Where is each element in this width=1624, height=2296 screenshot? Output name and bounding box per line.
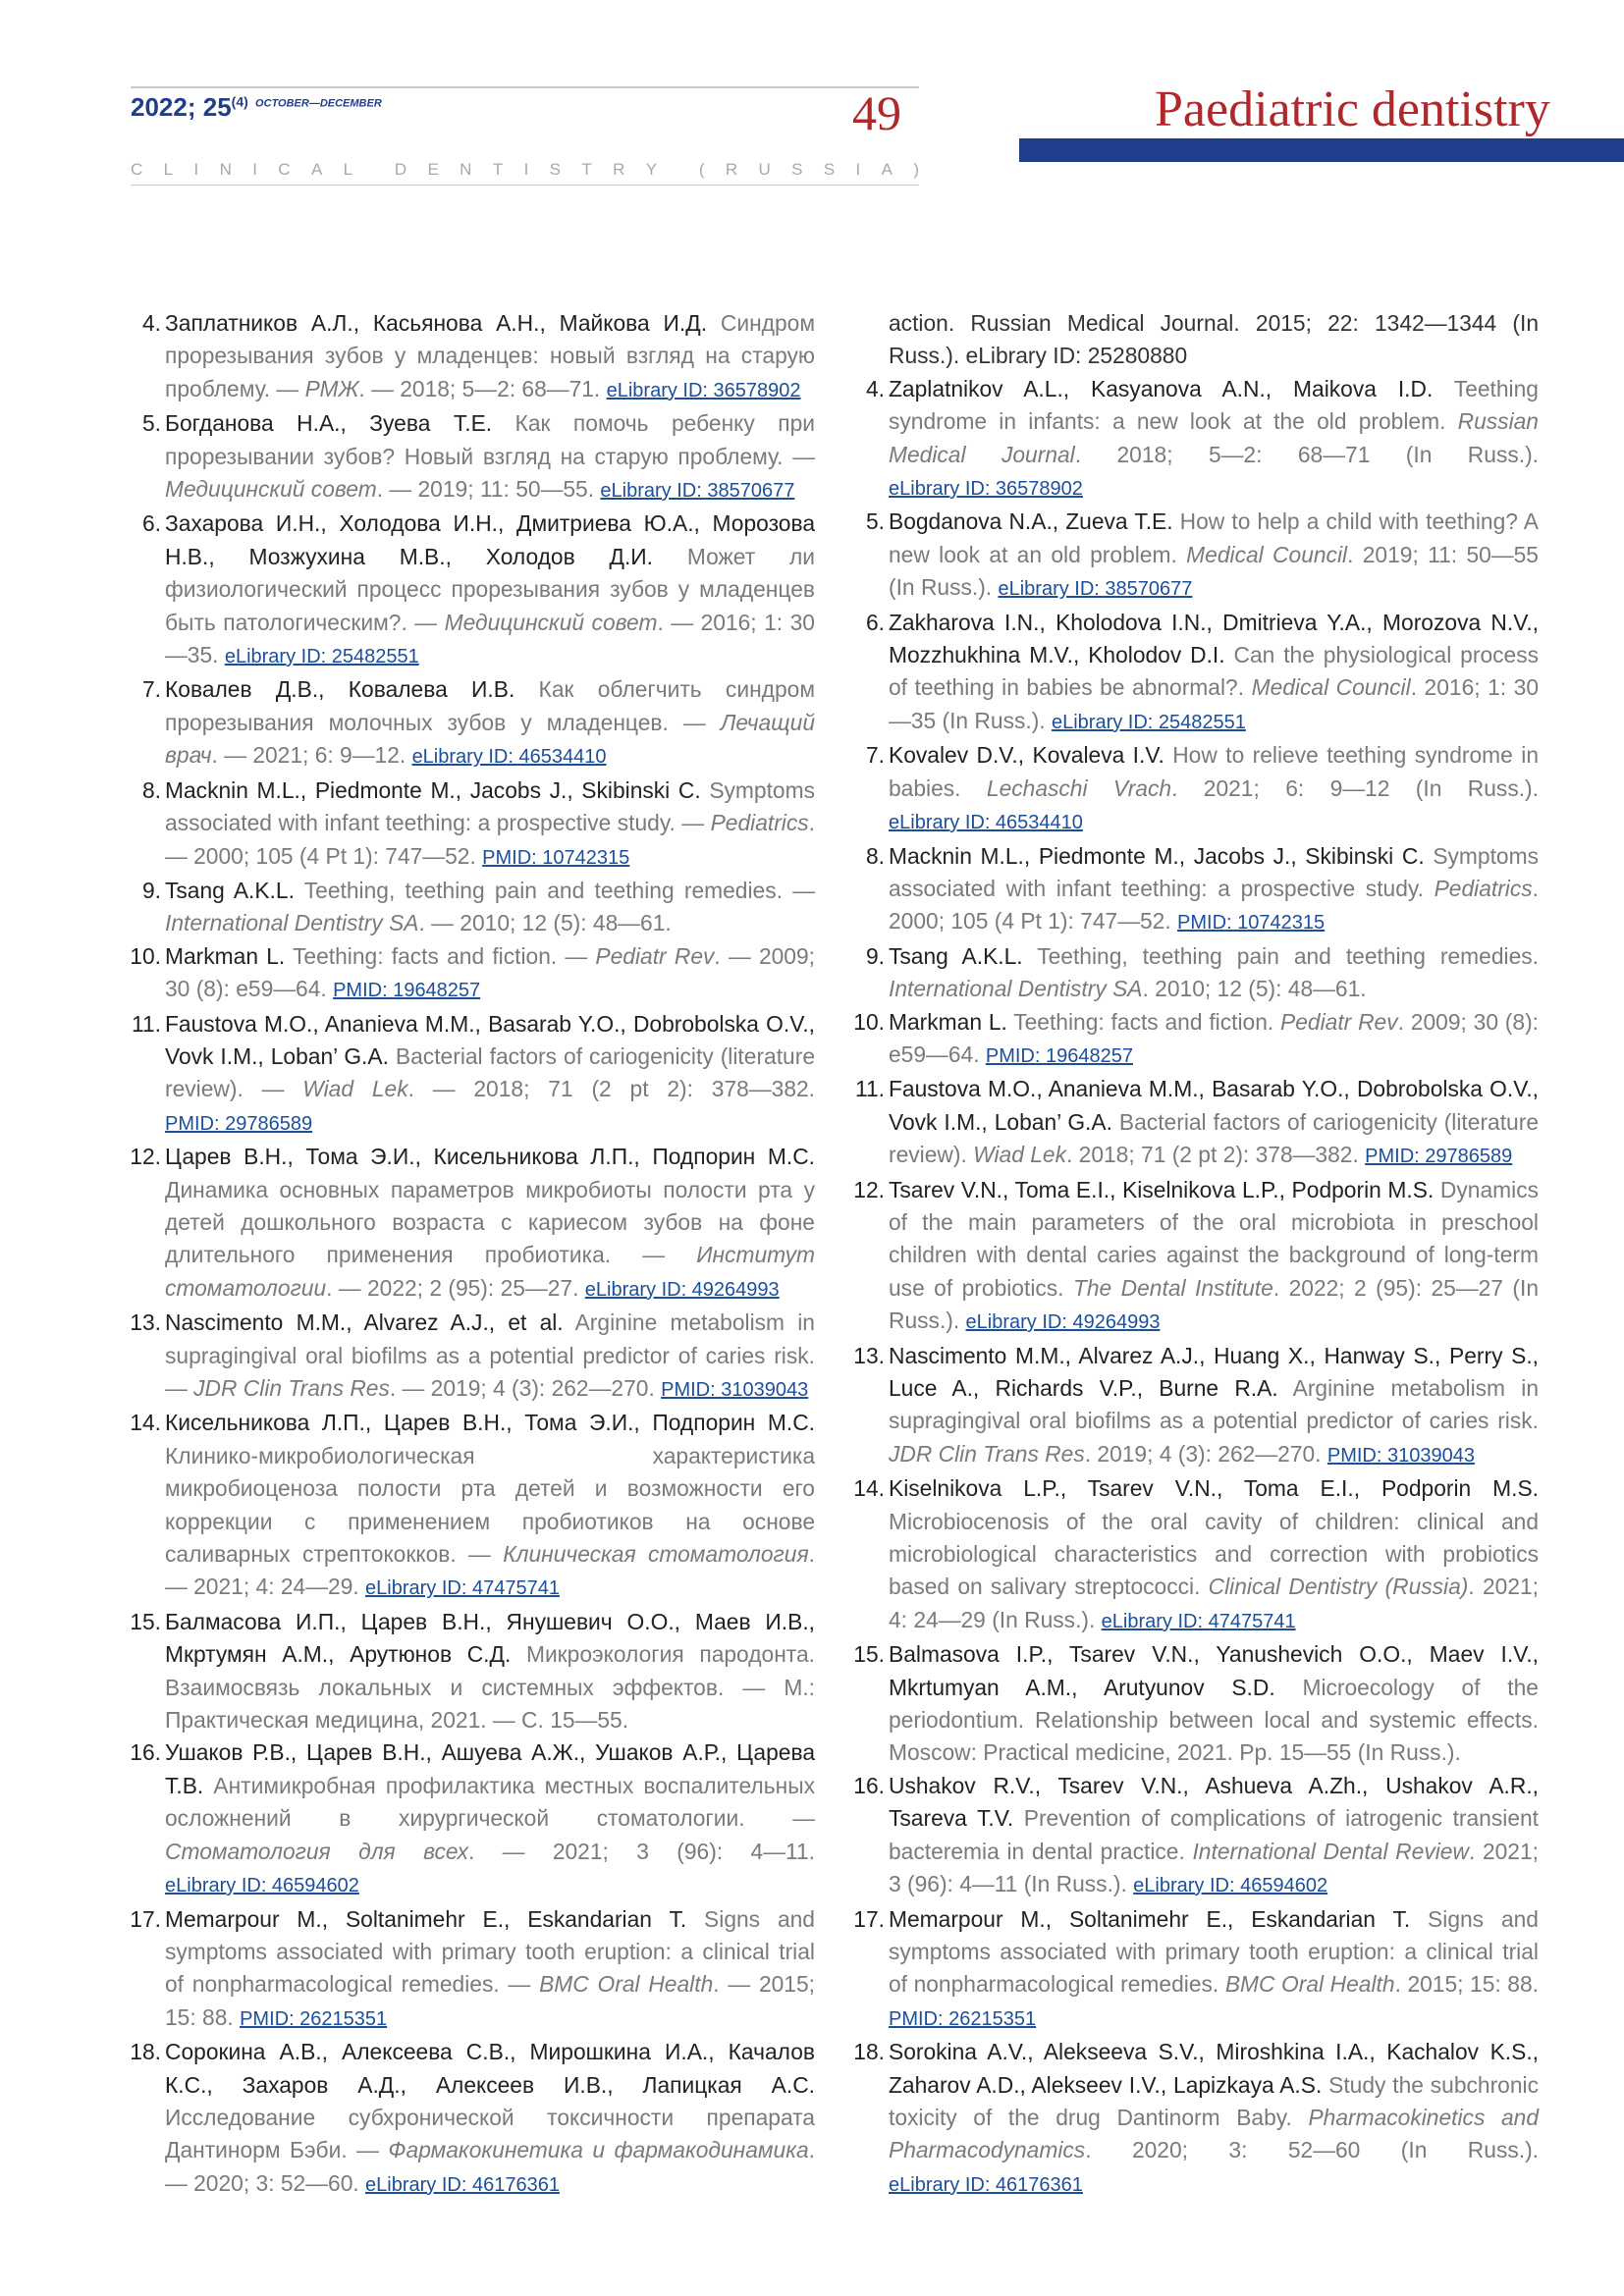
ref-journal: РМЖ xyxy=(304,375,359,401)
ref-number: 12. xyxy=(853,1176,885,1202)
ref-authors: Nascimento M.M., Alvarez A.J., Huang X., Hanway S., Perry S., Luce A., Richards V.P., Burne R.A. xyxy=(889,1342,1539,1401)
issue-volume: 25 xyxy=(202,92,232,122)
ref-link[interactable]: eLibrary ID: 46594602 xyxy=(1133,1875,1328,1897)
ref-details: . 2021; 6: 9—12 (In Russ.). xyxy=(1171,774,1539,801)
ref-title: Arginine metabolism in supragingival oral biofilms as a potential predictor of caries risk. xyxy=(889,1375,1539,1434)
ref-link[interactable]: eLibrary ID: 46176361 xyxy=(365,2173,560,2196)
reference-item xyxy=(128,1407,815,1605)
ref-authors: Balmasova I.P., Tsarev V.N., Yanushevich O.O., Maev I.V., Mkrtumyan A.M., Arutyunov S.D. xyxy=(889,1641,1539,1700)
ref-number: 15. xyxy=(130,1608,161,1634)
ref-authors: Ковалев Д.В., Ковалева И.В. xyxy=(165,676,515,703)
ref-link[interactable]: eLibrary ID: 36578902 xyxy=(606,379,801,401)
reference-item xyxy=(128,1903,815,2037)
ref-journal: Медицинский совет xyxy=(165,476,377,503)
ref-journal: The Dental Institute xyxy=(1072,1274,1273,1301)
ref-details: . 2009; 30 (8): e59—64. xyxy=(889,1008,1539,1067)
reference-item xyxy=(851,1073,1539,1173)
journal-letter: R xyxy=(613,160,625,179)
reference-item xyxy=(851,940,1539,1006)
reference-item xyxy=(128,1008,815,1142)
ref-authors: Сорокина А.В., Алексеева С.В., Мирошкина И.А., Качалов К.С., Захаров А.Д., Алексеев И.В., Лапицкая А.С. xyxy=(165,2039,815,2098)
ref-journal: Институт стоматологии xyxy=(165,1242,815,1301)
ref-link[interactable]: eLibrary ID: 46534410 xyxy=(889,812,1083,834)
ref-authors: Богданова Н.А., Зуева Т.Е. xyxy=(165,410,493,437)
ref-number: 9. xyxy=(141,877,161,903)
ref-journal: Lechaschi Vrach xyxy=(986,774,1172,801)
reference-item xyxy=(851,739,1539,839)
ref-title: Антимикробная профилактика местных воспалительных осложнений в хирургической стоматологии. — xyxy=(165,1772,815,1832)
ref-link[interactable]: PMID: 10742315 xyxy=(1177,912,1326,934)
ref-number: 8. xyxy=(865,842,885,869)
ref-authors: Tsarev V.N., Toma E.I., Kiselnikova L.P., Podporin M.S. xyxy=(889,1176,1435,1202)
journal-letter: I xyxy=(193,160,199,179)
ref-link[interactable]: PMID: 29786589 xyxy=(1365,1146,1513,1168)
ref-link[interactable]: eLibrary ID: 46594602 xyxy=(165,1875,359,1897)
ref-title: Teething, teething pain and teething remedies. xyxy=(1022,942,1540,969)
ref-journal: Wiad Lek xyxy=(302,1076,408,1102)
ref-title: Bacterial factors of cariogenicity (literature review). — xyxy=(165,1042,815,1102)
ref-authors: Tsang A.K.L. xyxy=(889,942,1023,969)
ref-number: 11. xyxy=(855,1076,885,1102)
issue-months: OCTOBER—DECEMBER xyxy=(255,97,382,110)
ref-details: . 2021; 4: 24—29 (In Russ.). xyxy=(889,1574,1540,1632)
ref-journal: Wiad Lek xyxy=(973,1142,1066,1168)
ref-journal: Russian Medical Journal xyxy=(889,408,1539,467)
journal-letter: A xyxy=(310,160,323,179)
ref-journal: International Dentistry SA xyxy=(165,910,419,936)
ref-details: . — 2010; 12 (5): 48—61. xyxy=(418,910,672,936)
ref-details: . — 2015; 15: 88. xyxy=(165,1971,815,2030)
ref-authors: Bogdanova N.A., Zueva T.E. xyxy=(889,508,1173,535)
ref-number: 7. xyxy=(141,676,161,703)
ref-link[interactable]: PMID: 31039043 xyxy=(1326,1444,1475,1467)
ref-link[interactable]: eLibrary ID: 36578902 xyxy=(889,478,1083,501)
ref-journal: Фармакокинетика и фармакодинамика xyxy=(388,2137,809,2163)
ref-title: How to help a child with teething? A new look at an old problem. xyxy=(889,508,1539,567)
section-title: Paediatric dentistry xyxy=(1155,81,1550,137)
reference-item xyxy=(851,1903,1539,2037)
ref-link[interactable]: eLibrary ID: 25280880 xyxy=(965,343,1188,369)
ref-details: . 2015; 22: 1342—1344 (In Russ.). xyxy=(889,310,1539,369)
ref-link[interactable]: eLibrary ID: 25482551 xyxy=(1051,711,1246,733)
ref-details: . — 2021; 6: 9—12. xyxy=(211,742,412,769)
ref-details: . 2018; 5—2: 68—71 (In Russ.). xyxy=(1074,441,1540,467)
ref-title: Исследование субхронической токсичности препарата Дантинорм Бэби. — xyxy=(165,2104,815,2163)
ref-details: . 2015; 15: 88. xyxy=(1394,1971,1539,1998)
ref-journal: Medical Council xyxy=(1186,541,1348,567)
ref-number: 13. xyxy=(853,1342,885,1368)
ref-title: Как помочь ребенку при прорезывании зубов? Новый взгляд на старую проблему. — xyxy=(165,410,815,469)
ref-title: Signs and symptoms associated with primary tooth eruption: a clinical trial of nonpharmacological remedies. xyxy=(889,1905,1539,1998)
journal-letter: C xyxy=(278,160,291,179)
ref-details: . — 2018; 71 (2 pt 2): 378—382. xyxy=(407,1076,816,1102)
ref-title: Microbiocenosis of the oral cavity of children: clinical and microbiological characteristics and correction with probiotics based on salivary streptococci. xyxy=(889,1508,1539,1600)
section-accent-bar xyxy=(1019,138,1624,162)
ref-number: 17. xyxy=(130,1905,161,1932)
ref-journal: Pediatr Rev xyxy=(595,942,715,969)
ref-link[interactable]: eLibrary ID: 49264993 xyxy=(584,1278,780,1301)
reference-item xyxy=(128,1141,815,1307)
ref-authors: Macknin M.L., Piedmonte M., Jacobs J., Skibinski C. xyxy=(889,842,1425,869)
ref-link[interactable]: eLibrary ID: 47475741 xyxy=(1101,1610,1296,1632)
reference-item xyxy=(128,507,815,673)
ref-journal: JDR Clin Trans Res xyxy=(889,1440,1085,1467)
ref-number: 17. xyxy=(853,1905,885,1932)
ref-link[interactable]: eLibrary ID: 38570677 xyxy=(998,578,1193,601)
ref-details: . — 2018; 5—2: 68—71. xyxy=(358,375,607,401)
ref-journal: Медицинский совет xyxy=(444,609,658,635)
ref-journal: International Dental Review xyxy=(1192,1838,1469,1864)
ref-journal: Клиническая стоматология xyxy=(503,1541,809,1568)
ref-number: 10. xyxy=(853,1008,885,1035)
ref-journal: Pediatrics xyxy=(1434,875,1533,901)
ref-number: 16. xyxy=(130,1739,161,1766)
ref-title: Can the physiological process of teething in babies be abnormal?. xyxy=(889,642,1539,701)
ref-title: Teething: facts and fiction. xyxy=(1006,1008,1281,1035)
reference-continuation xyxy=(851,307,1539,373)
ref-number: 6. xyxy=(141,510,161,537)
journal-letter: S xyxy=(823,160,836,179)
ref-title: Study the subchronic toxicity of the drug Dantinorm Baby. xyxy=(889,2071,1540,2130)
ref-journal: International Dentistry SA xyxy=(889,976,1143,1002)
ref-title: Arginine metabolism in supragingival oral biofilms as a potential predictor of caries risk. — xyxy=(165,1309,815,1401)
ref-title: Prevention of complications of iatrogenic transient bacteremia in dental practice. xyxy=(889,1805,1540,1864)
journal-letter: A xyxy=(881,160,893,179)
ref-journal: Clinical Dentistry (Russia) xyxy=(1208,1574,1469,1600)
ref-details: . — 2019; 11: 50—55. xyxy=(376,476,601,503)
ref-link[interactable]: eLibrary ID: 38570677 xyxy=(600,480,795,503)
ref-title: action. xyxy=(889,310,971,336)
ref-authors: Zakharova I.N., Kholodova I.N., Dmitrieva Y.A., Morozova N.V., Mozzhukhina M.V., Kholodov D.I. xyxy=(889,609,1539,668)
reference-item xyxy=(128,1307,815,1407)
journal-letter: S xyxy=(791,160,803,179)
ref-link[interactable]: PMID: 26215351 xyxy=(240,2007,388,2030)
ref-authors: Zaplatnikov A.L., Kasyanova A.N., Maikova I.D. xyxy=(889,375,1434,401)
ref-journal: Лечащий врач xyxy=(165,709,815,769)
reference-item xyxy=(128,307,815,407)
journal-letter: C xyxy=(131,160,143,179)
ref-number: 16. xyxy=(853,1772,885,1798)
ref-details: . — 2000; 105 (4 Pt 1): 747—52. xyxy=(165,810,815,869)
ref-details: . — 2022; 2 (95): 25—27. xyxy=(326,1274,585,1301)
ref-authors: Tsang A.K.L. xyxy=(165,877,295,903)
ref-journal: Russian Medical Journal xyxy=(970,310,1234,336)
references-left-column xyxy=(128,307,815,2202)
ref-authors: Захарова И.Н., Холодова И.Н., Дмитриева Ю.А., Морозова Н.В., Мозжухина М.В., Холодов Д.И. xyxy=(165,510,815,569)
ref-details: . 2021; 3 (96): 4—11 (In Russ.). xyxy=(889,1838,1539,1897)
journal-letter: D xyxy=(394,160,407,179)
reference-item xyxy=(851,373,1539,507)
ref-authors: Kiselnikova L.P., Tsarev V.N., Toma E.I., Podporin M.S. xyxy=(889,1475,1539,1502)
ref-authors: Macknin M.L., Piedmonte M., Jacobs J., Skibinski C. xyxy=(165,776,701,803)
ref-journal: Pediatr Rev xyxy=(1280,1008,1398,1035)
reference-item xyxy=(851,1174,1539,1340)
reference-item xyxy=(128,1736,815,1902)
ref-authors: Nascimento M.M., Alvarez A.J., et al. xyxy=(165,1309,564,1336)
journal-letter: I xyxy=(252,160,257,179)
journal-letter: T xyxy=(581,160,592,179)
ref-title: Динамика основных параметров микробиоты полости рта у детей дошкольного возраста с кариесом зубов на фоне длительного применения пробиотика. — xyxy=(165,1176,815,1268)
ref-number: 5. xyxy=(865,508,885,535)
ref-title: Symptoms associated with infant teething: a prospective study. xyxy=(889,842,1539,901)
journal-letter: ) xyxy=(913,160,919,179)
ref-journal: Стоматология для всех xyxy=(165,1838,468,1864)
ref-title: Dynamics of the main parameters of the oral microbiota in preschool children with dental caries against the background of long-term use of probiotics. xyxy=(889,1176,1540,1301)
reference-item xyxy=(128,940,815,1008)
reference-item xyxy=(851,1340,1539,1473)
ref-title: Bacterial factors of cariogenicity (literature review). xyxy=(889,1108,1539,1168)
ref-title: Может ли физиологический процесс прорезывания зубов у младенцев быть патологическим?. — xyxy=(165,543,815,635)
ref-number: 13. xyxy=(130,1309,161,1336)
ref-number: 18. xyxy=(130,2039,161,2065)
ref-link[interactable]: PMID: 10742315 xyxy=(482,846,630,869)
ref-details: . 2022; 2 (95): 25—27 (In Russ.). xyxy=(889,1274,1540,1334)
ref-link[interactable]: eLibrary ID: 46176361 xyxy=(889,2173,1083,2196)
header-top-rule xyxy=(131,86,919,88)
ref-details: . — 2009; 30 (8): e59—64. xyxy=(165,942,815,1002)
issue-year: 2022; xyxy=(131,92,196,122)
ref-link[interactable]: PMID: 29786589 xyxy=(165,1112,313,1135)
reference-item xyxy=(128,875,815,940)
journal-letter: I xyxy=(855,160,861,179)
journal-letter: T xyxy=(492,160,504,179)
ref-details: . 2010; 12 (5): 48—61. xyxy=(1142,976,1367,1002)
ref-title: Синдром прорезывания зубов у младенцев: новый взгляд на старую проблему. — xyxy=(165,310,815,401)
ref-journal: Pediatrics xyxy=(710,810,809,836)
ref-journal: BMC Oral Health xyxy=(539,1971,714,1998)
journal-letter: U xyxy=(758,160,771,179)
ref-link[interactable]: PMID: 19648257 xyxy=(333,980,481,1002)
ref-journal: Pharmacokinetics and Pharmacodynamics xyxy=(889,2104,1539,2163)
ref-authors: Memarpour M., Soltanimehr E., Eskandarian T. xyxy=(889,1905,1411,1932)
ref-title: Teething syndrome in infants: a new look at the old problem. xyxy=(889,375,1539,435)
journal-letter: Y xyxy=(645,160,658,179)
ref-authors: Sorokina A.V., Alekseeva S.V., Miroshkina I.A., Kachalov K.S., Zaharov A.D., Alekseev I.V., Lapizkaya A.S. xyxy=(889,2039,1539,2098)
ref-title: Teething: facts and fiction. — xyxy=(285,942,596,969)
ref-number: 18. xyxy=(853,2039,885,2065)
ref-link[interactable]: PMID: 26215351 xyxy=(889,2007,1037,2030)
ref-title: Teething, teething pain and teething remedies. — xyxy=(294,877,816,903)
ref-number: 9. xyxy=(865,942,885,969)
ref-number: 11. xyxy=(132,1010,161,1037)
ref-details: . — 2020; 3: 52—60. xyxy=(165,2137,815,2196)
ref-link[interactable]: eLibrary ID: 46534410 xyxy=(411,746,607,769)
ref-authors: Ушаков Р.В., Царев В.Н., Ашуева А.Ж., Ушаков А.Р., Царева Т.В. xyxy=(165,1739,815,1798)
ref-details: . 2019; 11: 50—55 (In Russ.). xyxy=(889,541,1539,601)
ref-authors: Балмасова И.П., Царев В.Н., Янушевич О.О., Маев И.В., Мкртумян А.М., Арутюнов С.Д. xyxy=(165,1608,815,1668)
ref-authors: Faustova M.O., Ananieva M.M., Basarab Y.O., Dobrobolska O.V., Vovk I.M., Loban’ G.A. xyxy=(889,1076,1539,1135)
ref-journal: BMC Oral Health xyxy=(1224,1971,1395,1998)
ref-link[interactable]: eLibrary ID: 25482551 xyxy=(224,646,419,668)
ref-details: . — 2016; 1: 30—35. xyxy=(165,609,815,668)
reference-item xyxy=(851,840,1539,940)
reference-item xyxy=(851,506,1539,606)
journal-letter: E xyxy=(427,160,439,179)
references-right-column xyxy=(851,307,1539,2202)
ref-number: 4. xyxy=(865,375,885,401)
ref-title: Symptoms associated with infant teething: a prospective study. — xyxy=(165,776,815,836)
ref-details: . — 2021; 4: 24—29. xyxy=(165,1541,815,1600)
journal-letter: ( xyxy=(698,160,705,179)
ref-number: 14. xyxy=(130,1410,161,1436)
reference-item xyxy=(128,407,815,507)
ref-title: Signs and symptoms associated with primary tooth eruption: a clinical trial of nonpharmacological remedies. — xyxy=(165,1905,815,1998)
ref-details: . 2018; 71 (2 pt 2): 378—382. xyxy=(1065,1142,1366,1168)
ref-link[interactable]: PMID: 19648257 xyxy=(985,1044,1133,1067)
issue-info xyxy=(131,92,382,123)
journal-letter: L xyxy=(163,160,174,179)
ref-details: . 2000; 105 (4 Pt 1): 747—52. xyxy=(889,875,1539,934)
journal-letter: N xyxy=(460,160,472,179)
ref-link[interactable]: PMID: 31039043 xyxy=(661,1379,809,1401)
ref-authors: Memarpour M., Soltanimehr E., Eskandarian T. xyxy=(165,1905,687,1932)
ref-title: Микроэкология пародонта. Взаимосвязь локальных и системных эффектов. — М.: Практическая медицина, 2021. — С. 15—55. xyxy=(165,1641,815,1734)
ref-number: 15. xyxy=(853,1641,885,1668)
journal-letter: N xyxy=(219,160,232,179)
reference-item xyxy=(128,774,815,875)
reference-item xyxy=(851,607,1539,740)
ref-details: . 2016; 1: 30—35 (In Russ.). xyxy=(889,674,1539,733)
journal-letter: R xyxy=(725,160,738,179)
ref-authors: Markman L. xyxy=(889,1008,1007,1035)
issue-number: (4) xyxy=(231,93,248,110)
ref-authors: Кисельникова Л.П., Царев В.Н., Тома Э.И., Подпорин М.С. xyxy=(165,1410,815,1436)
ref-authors: Ushakov R.V., Tsarev V.N., Ashueva A.Zh., Ushakov A.R., Tsareva T.V. xyxy=(889,1772,1539,1832)
journal-letter: S xyxy=(549,160,561,179)
ref-title: How to relieve teething syndrome in babies. xyxy=(889,742,1539,801)
journal-letter: I xyxy=(523,160,529,179)
reference-item xyxy=(128,673,815,774)
ref-authors: Faustova M.O., Ananieva M.M., Basarab Y.O., Dobrobolska O.V., Vovk I.M., Loban’ G.A. xyxy=(165,1010,815,1069)
ref-number: 7. xyxy=(865,742,885,769)
reference-item xyxy=(851,1638,1539,1770)
reference-item xyxy=(851,1472,1539,1638)
ref-number: 6. xyxy=(865,609,885,635)
reference-item xyxy=(851,1770,1539,1903)
reference-item xyxy=(128,2036,815,2202)
ref-number: 14. xyxy=(853,1475,885,1502)
ref-details: . — 2021; 3 (96): 4—11. xyxy=(467,1838,815,1864)
ref-number: 5. xyxy=(141,410,161,437)
ref-journal: JDR Clin Trans Res xyxy=(193,1375,390,1401)
ref-authors: Заплатников А.Л., Касьянова А.Н., Майкова И.Д. xyxy=(165,310,708,336)
ref-link[interactable]: eLibrary ID: 49264993 xyxy=(965,1311,1161,1334)
reference-item xyxy=(851,1006,1539,1074)
ref-details: . — 2019; 4 (3): 262—270. xyxy=(389,1375,662,1401)
ref-details: . 2019; 4 (3): 262—270. xyxy=(1084,1440,1327,1467)
ref-authors: Царев В.Н., Тома Э.И., Кисельникова Л.П., Подпорин М.С. xyxy=(165,1144,815,1170)
ref-title: Клинико-микробиологическая характеристика микробиоценоза полости рта детей и возможности его коррекции с применением пробиотиков на основе саливарных стрептококков. — xyxy=(165,1442,815,1568)
ref-title: Microecology of the periodontium. Relationship between local and systemic effects. Moscow: Practical medicine, 2021. Pp. 15—55 (In Russ.). xyxy=(889,1674,1539,1766)
journal-letter: L xyxy=(343,160,353,179)
ref-authors: Markman L. xyxy=(165,942,286,969)
ref-journal: Medical Council xyxy=(1251,674,1411,701)
ref-authors: Kovalev D.V., Kovaleva I.V. xyxy=(889,742,1164,769)
ref-number: 8. xyxy=(141,776,161,803)
page-number: 49 xyxy=(852,85,901,140)
ref-number: 4. xyxy=(141,310,161,336)
ref-number: 10. xyxy=(130,942,161,969)
ref-title: Как облегчить синдром прорезывания молочных зубов у младенцев. — xyxy=(165,676,815,735)
reference-item xyxy=(128,1606,815,1737)
reference-item xyxy=(851,2036,1539,2202)
header-bottom-rule xyxy=(131,185,919,186)
ref-number: 12. xyxy=(130,1144,161,1170)
ref-link[interactable]: eLibrary ID: 47475741 xyxy=(365,1577,560,1600)
journal-name xyxy=(131,160,919,180)
ref-details: . 2020; 3: 52—60 (In Russ.). xyxy=(1085,2137,1539,2163)
